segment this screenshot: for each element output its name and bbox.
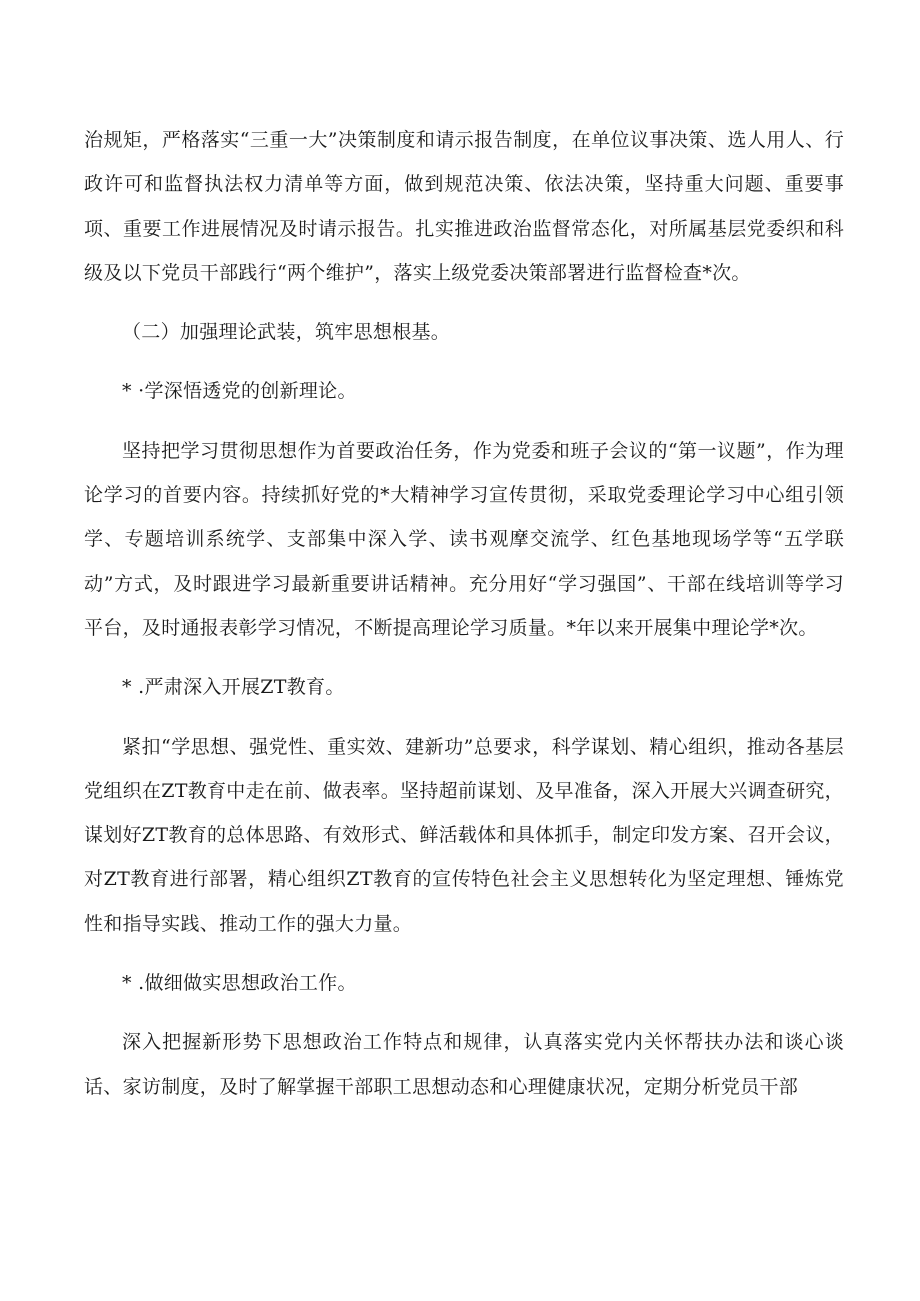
subsection-heading: * .严肃深入开展ZT教育。 (122, 676, 345, 699)
subsection-heading: * .做细做实思想政治工作。 (122, 972, 357, 995)
paragraph-body: 深入把握新形势下思想政治工作特点和规律，认真落实党内关怀帮扶办法和谈心谈话、家访制度，及时了解掌握干部职工思想动态和心理健康状况，定期分析党员干部 (84, 1031, 844, 1098)
subsection-heading: * ·学深悟透党的创新理论。 (122, 380, 357, 403)
paragraph-body: 坚持把学习贯彻思想作为首要政治任务，作为党委和班子会议的“第一议题”，作为理论学习的首要内容。持续抓好党的*大精神学习宣传贯彻，采取党委理论学习中心组引领学、专题培训系统学、支部集中深入学、读书观摩交流学、红色基地现场学等“五学联动”方式，及时跟进学习最新重要讲话精神。充分用好“学习强国”、干部在线培训等学习平台，及时通报表彰学习情况，不断提高理论学习质量。*年以来开展集中理论学*次。 (84, 439, 844, 639)
paragraph-body: 紧扣“学思想、强党性、重实效、建新功”总要求，科学谋划、精心组织，推动各基层党组织在ZT教育中走在前、做表率。坚持超前谋划、及早准备，深入开展大兴调查研究，谋划好ZT教育的总体思路、有效形式、鲜活载体和具体抓手，制定印发方案、召开会议，对ZT教育进行部署，精心组织ZT教育的宣传特色社会主义思想转化为坚定理想、锤炼党性和指导实践、推动工作的强大力量。 (84, 735, 844, 935)
document-body (84, 118, 844, 1109)
paragraph-continuation: 治规矩，严格落实“三重一大”决策制度和请示报告制度，在单位议事决策、选人用人、行政许可和监督执法权力清单等方面，做到规范决策、依法决策，坚持重大问题、重要事项、重要工作进展情况及时请示报告。扎实推进政治监督常态化，对所属基层党委织和科级及以下党员干部践行“两个维护”，落实上级党委决策部署进行监督检查*次。 (84, 129, 844, 284)
section-heading: （二）加强理论武装，筑牢思想根基。 (122, 321, 451, 344)
